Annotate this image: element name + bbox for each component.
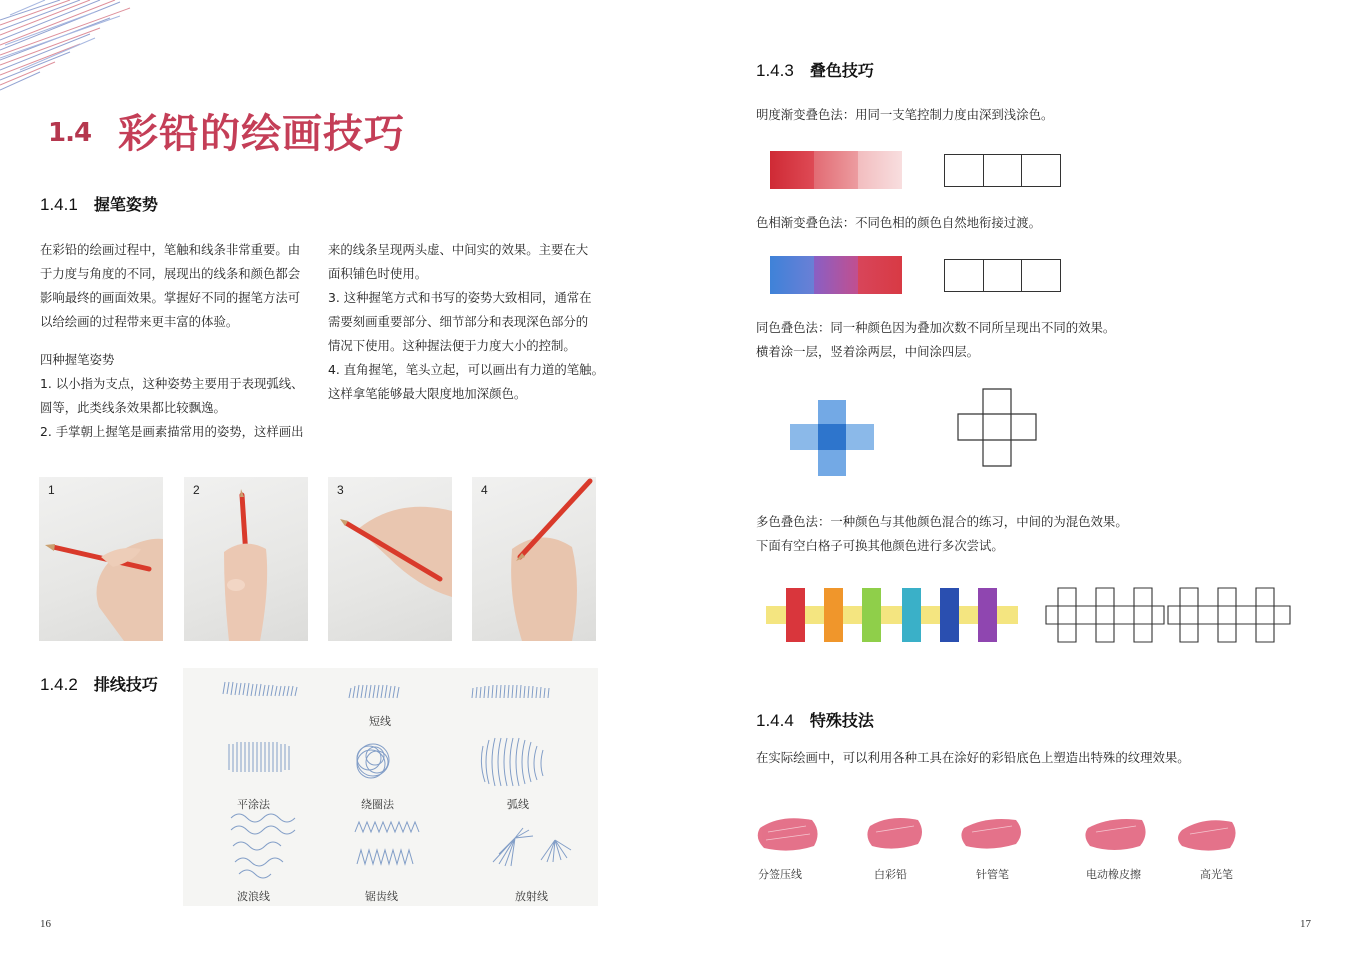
hatch-label-flat: 平涂法 [237, 798, 270, 811]
hatch-label-zigzag: 锯齿线 [365, 890, 398, 903]
text-line: 来的线条呈现两头虚、中间实的效果。主要在大 [328, 242, 589, 257]
text-line: 于力度与角度的不同，展现出的线条和颜色都会 [40, 266, 301, 281]
practice-grid-cross [956, 388, 1040, 468]
text-line: 2. 手掌朝上握笔是画素描常用的姿势，这样画出 [40, 424, 304, 439]
hand-pencil-illustration [184, 477, 308, 641]
text-line: 影响最终的画面效果。掌握好不同的握笔方法可 [40, 290, 301, 305]
grip-photo-2 [184, 477, 308, 641]
text-multi-color-1: 多色叠色法：一种颜色与其他颜色混合的练习，中间的为混色效果。 [756, 514, 1128, 529]
section-heading-143 [756, 58, 874, 81]
swatch-same-color-cross [788, 398, 888, 478]
hatch-label-circle: 绕圈法 [361, 798, 394, 811]
tool-label-white-pencil: 白彩铅 [874, 868, 907, 881]
practice-grid-brightness [944, 154, 1061, 187]
swatch-brightness-gradient [770, 151, 902, 189]
chapter-number: 1.4 [48, 118, 92, 148]
grip-photo-1 [39, 477, 163, 641]
swatch-hue-gradient [770, 256, 902, 294]
text-same-color-2: 横着涂一层，竖着涂两层，中间涂四层。 [756, 344, 980, 359]
hatching-strokes-illustration [183, 668, 598, 906]
text-line: 在彩铅的绘画过程中，笔触和线条非常重要。由 [40, 242, 301, 257]
section-number: 1.4.3 [756, 61, 794, 80]
section-number: 1.4.4 [756, 711, 794, 730]
subheading-grip-types: 四种握笔姿势 [40, 352, 115, 367]
practice-grid-multi [1044, 586, 1292, 644]
text-line: 需要刻画重要部分、细节部分和表现深色部分的 [328, 314, 589, 329]
text-brightness-gradient: 明度渐变叠色法：用同一支笔控制力度由深到浅涂色。 [756, 107, 1054, 122]
hand-pencil-illustration [472, 477, 596, 641]
text-same-color-1: 同色叠色法：同一种颜色因为叠加次数不同所呈现出不同的效果。 [756, 320, 1116, 335]
practice-grid-hue [944, 259, 1061, 292]
tool-label-electric-eraser: 电动橡皮擦 [1086, 868, 1141, 881]
text-multi-color-2: 下面有空白格子可换其他颜色进行多次尝试。 [756, 538, 1004, 553]
text-line: 3. 这种握笔方式和书写的姿势大致相同，通常在 [328, 290, 592, 305]
page-number-left: 16 [40, 918, 51, 930]
photo-number: 3 [337, 483, 344, 497]
section-title: 握笔姿势 [93, 195, 158, 214]
swatch-multi-color [764, 586, 1020, 644]
special-technique-swatches [750, 812, 1270, 862]
tool-label-highlight-pen: 高光笔 [1200, 868, 1233, 881]
hand-pencil-illustration [39, 477, 163, 641]
pencil-scribble-decoration [0, 0, 150, 100]
photo-number: 1 [48, 483, 55, 497]
text-line: 1. 以小指为支点，这种姿势主要用于表现弧线、 [40, 376, 304, 391]
text-hue-gradient: 色相渐变叠色法：不同色相的颜色自然地衔接过渡。 [756, 215, 1041, 230]
hatch-label-radial: 放射线 [515, 890, 548, 903]
text-line: 这样拿笔能够最大限度地加深颜色。 [328, 386, 527, 401]
section-heading-141 [40, 192, 158, 215]
chapter-title: 彩铅的绘画技巧 [118, 111, 405, 157]
hatch-label-arc: 弧线 [507, 798, 529, 811]
body-column-2 [328, 238, 604, 406]
section-heading-144 [756, 708, 874, 731]
grip-photo-4 [472, 477, 596, 641]
section-title: 排线技巧 [93, 675, 158, 694]
hatch-label-short: 短线 [369, 715, 391, 728]
section-heading-142 [40, 672, 158, 695]
text-line: 面积铺色时使用。 [328, 266, 428, 281]
spacer [40, 334, 304, 348]
photo-number: 4 [481, 483, 488, 497]
grip-photo-3 [328, 477, 452, 641]
photo-number: 2 [193, 483, 200, 497]
hatch-label-wave: 波浪线 [237, 890, 270, 903]
text-special-techniques: 在实际绘画中，可以利用各种工具在涂好的彩铅底色上塑造出特殊的纹理效果。 [756, 750, 1190, 765]
section-title: 特殊技法 [809, 711, 874, 730]
section-number: 1.4.2 [40, 675, 78, 694]
text-line: 4. 直角握笔，笔头立起，可以画出有力道的笔触。 [328, 362, 604, 377]
tool-label-needle-pen: 针管笔 [976, 868, 1009, 881]
body-column-1 [40, 238, 304, 444]
section-number: 1.4.1 [40, 195, 78, 214]
hand-pencil-illustration [328, 477, 452, 641]
hatching-samples-panel [183, 668, 598, 906]
section-title: 叠色技巧 [809, 61, 874, 80]
text-line: 以给绘画的过程带来更丰富的体验。 [40, 314, 239, 329]
page-number-right: 17 [1300, 918, 1311, 930]
text-line: 情况下使用。这种握法便于力度大小的控制。 [328, 338, 576, 353]
tool-label-divider: 分签压线 [758, 868, 802, 881]
text-line: 圆等，此类线条效果都比较飘逸。 [40, 400, 226, 415]
